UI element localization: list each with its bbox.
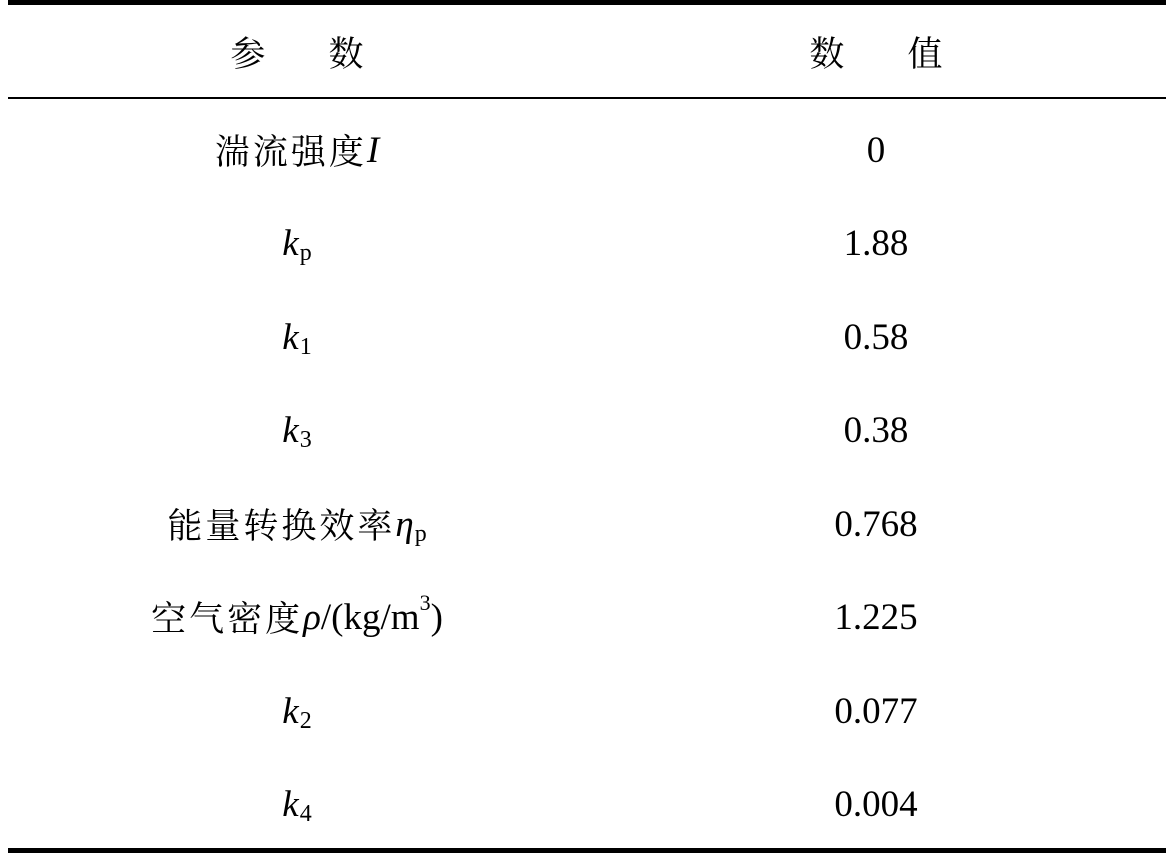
value-cell: 0.768 <box>834 503 918 545</box>
parameter-table <box>8 0 1166 855</box>
table-header-row <box>8 22 1166 82</box>
param-name: 空气密度 <box>151 600 304 640</box>
param-symbol: k <box>282 316 299 358</box>
table-bottom-rule <box>8 848 1166 853</box>
param-subscript: p <box>414 520 427 547</box>
value-cell: 1.88 <box>843 222 909 264</box>
header-value: 数 值 <box>809 35 969 75</box>
table-row <box>8 400 1166 460</box>
param-cell <box>8 120 586 180</box>
table-top-rule <box>8 0 1166 5</box>
value-cell: 0 <box>866 129 886 171</box>
param-symbol: k <box>282 783 299 825</box>
param-subscript: 4 <box>299 800 312 827</box>
param-cell <box>8 307 586 367</box>
param-symbol: I <box>366 129 380 171</box>
param-symbol: k <box>282 222 299 264</box>
table-row <box>8 774 1166 834</box>
header-param: 参 数 <box>230 35 390 75</box>
param-cell <box>8 494 586 554</box>
value-cell: 0.004 <box>834 783 918 825</box>
value-cell: 0.38 <box>843 409 909 451</box>
value-cell: 0.58 <box>843 316 909 358</box>
table-row <box>8 587 1166 647</box>
param-subscript: p <box>299 239 312 266</box>
table-row <box>8 681 1166 741</box>
table-header-rule <box>8 97 1166 99</box>
table-row <box>8 307 1166 367</box>
param-cell <box>8 774 586 834</box>
param-cell <box>8 213 586 273</box>
param-cell <box>8 681 586 741</box>
table-row <box>8 494 1166 554</box>
param-name: 湍流强度 <box>214 133 367 173</box>
param-cell <box>8 587 586 647</box>
value-cell: 0.077 <box>834 690 918 732</box>
table-row <box>8 213 1166 273</box>
param-unit: /(kg/m <box>320 596 420 638</box>
param-symbol: ρ <box>303 596 321 638</box>
param-name: 能量转换效率 <box>167 507 396 547</box>
table-row <box>8 120 1166 180</box>
param-symbol: k <box>282 690 299 732</box>
param-subscript: 3 <box>299 426 312 453</box>
param-unit-close: ) <box>430 596 443 638</box>
param-subscript: 2 <box>299 707 312 734</box>
param-cell <box>8 400 586 460</box>
param-subscript: 1 <box>299 333 312 360</box>
param-symbol: η <box>395 503 414 545</box>
param-unit-exponent: 3 <box>419 590 431 615</box>
value-cell: 1.225 <box>834 596 918 638</box>
param-symbol: k <box>282 409 299 451</box>
